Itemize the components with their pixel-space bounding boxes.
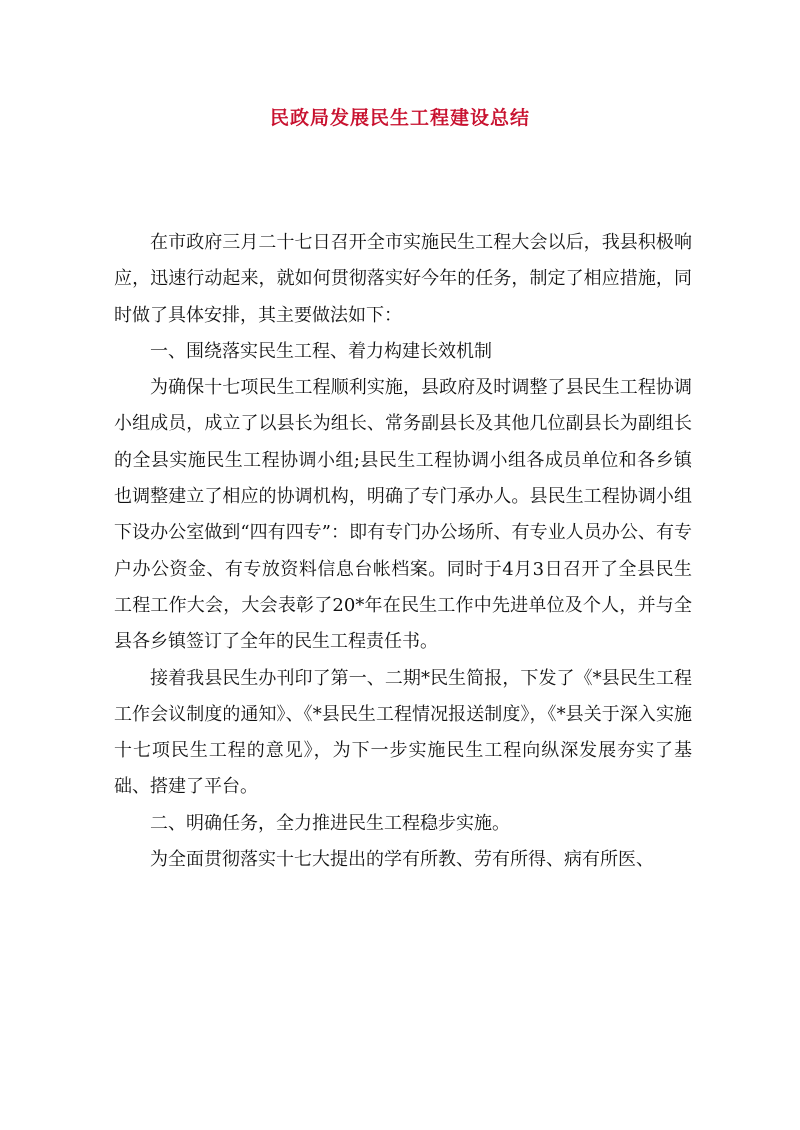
paragraph-implementation: 为全面贯彻落实十七大提出的学有所教、劳有所得、病有所医、 xyxy=(150,849,654,871)
paragraph-coordination: 为确保十七项民生工程顺利实施，县政府及时调整了县民生工程协调小组成员，成立了以县长为组长、常务副县长及其他几位副县长为副组长的全县实施民生工程协调小组;县民生工程协调小组各成员单位和各乡镇也调整建立了相应的协调机构，明确了专门承办人。县民生工程协调小组下设办公室做到“四有四专”：即有专门办公场所、有专业人员办公、有专户办公资金、有专放资料信息台帐档案。同时于4月3日召开了全县民生工程工作大会，大会表彰了20*年在民生工作中先进单位及个人，并与全县各乡镇签订了全年的民生工程责任书。 xyxy=(114,377,692,653)
document-title: 民政局发展民生工程建设总结 xyxy=(269,107,530,129)
document-body xyxy=(114,225,692,878)
section-heading-1: 一、围绕落实民生工程、着力构建长效机制 xyxy=(150,340,492,362)
paragraph-intro: 在市政府三月二十七日召开全市实施民生工程大会以后，我县积极响应，迅速行动起来，就如何贯彻落实好今年的任务，制定了相应措施，同时做了具体安排，其主要做法如下： xyxy=(114,232,692,326)
paragraph-bulletins: 接着我县民生办刊印了第一、二期*民生简报，下发了《*县民生工程工作会议制度的通知》、《*县民生工程情况报送制度》，《*县关于深入实施十七项民生工程的意见》，为下一步实施民生工程向纵深发展夯实了基础、搭建了平台。 xyxy=(114,667,692,798)
section-heading-2: 二、明确任务，全力推进民生工程稳步实施。 xyxy=(150,812,510,834)
